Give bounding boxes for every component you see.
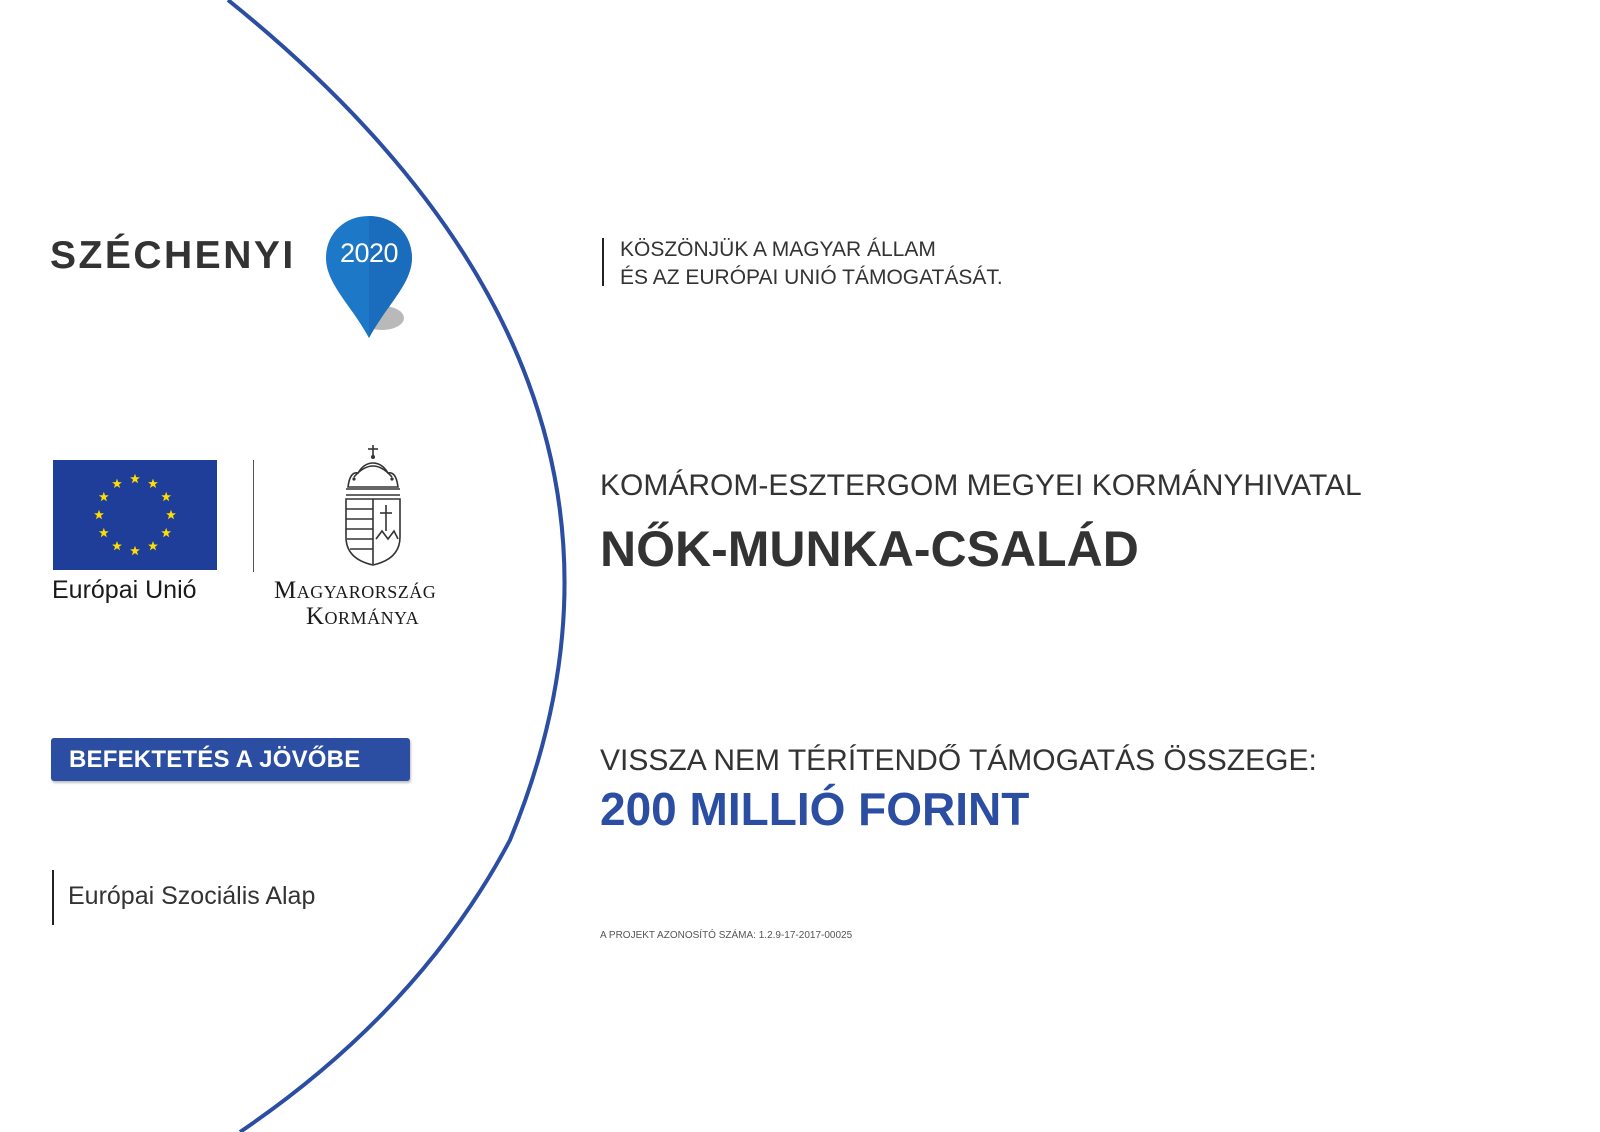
- thanks-line1: KÖSZÖNJÜK A MAGYAR ÁLLAM: [620, 238, 936, 261]
- beneficiary-office: KOMÁROM-ESZTERGOM MEGYEI KORMÁNYHIVATAL: [600, 469, 1362, 502]
- szechenyi-logo-year: 2020: [339, 238, 399, 268]
- location-pin-icon: [324, 214, 414, 344]
- investment-badge: [51, 738, 410, 781]
- government-label-line1: Magyarország: [274, 577, 437, 604]
- government-label-line2: Kormánya: [306, 603, 420, 630]
- logo-divider: [253, 460, 254, 572]
- support-label: VISSZA NEM TÉRÍTENDŐ TÁMOGATÁS ÖSSZEGE:: [600, 744, 1317, 777]
- fund-divider: [52, 870, 54, 925]
- project-id: A PROJEKT AZONOSÍTÓ SZÁMA: 1.2.9-17-2017-00025: [600, 930, 853, 941]
- eu-label: Európai Unió: [52, 576, 197, 604]
- support-amount: 200 MILLIÓ FORINT: [600, 783, 1030, 835]
- eu-flag-icon: [53, 460, 217, 570]
- investment-badge-label: BEFEKTETÉS A JÖVŐBE: [69, 746, 361, 773]
- coat-of-arms-icon: [340, 443, 406, 568]
- thanks-divider: [602, 238, 604, 286]
- szechenyi-logo-word: SZÉCHENYI: [50, 234, 296, 277]
- fund-label: Európai Szociális Alap: [68, 882, 316, 910]
- thanks-line2: ÉS AZ EURÓPAI UNIÓ TÁMOGATÁSÁT.: [620, 266, 1003, 289]
- project-title: NŐK-MUNKA-CSALÁD: [600, 521, 1139, 577]
